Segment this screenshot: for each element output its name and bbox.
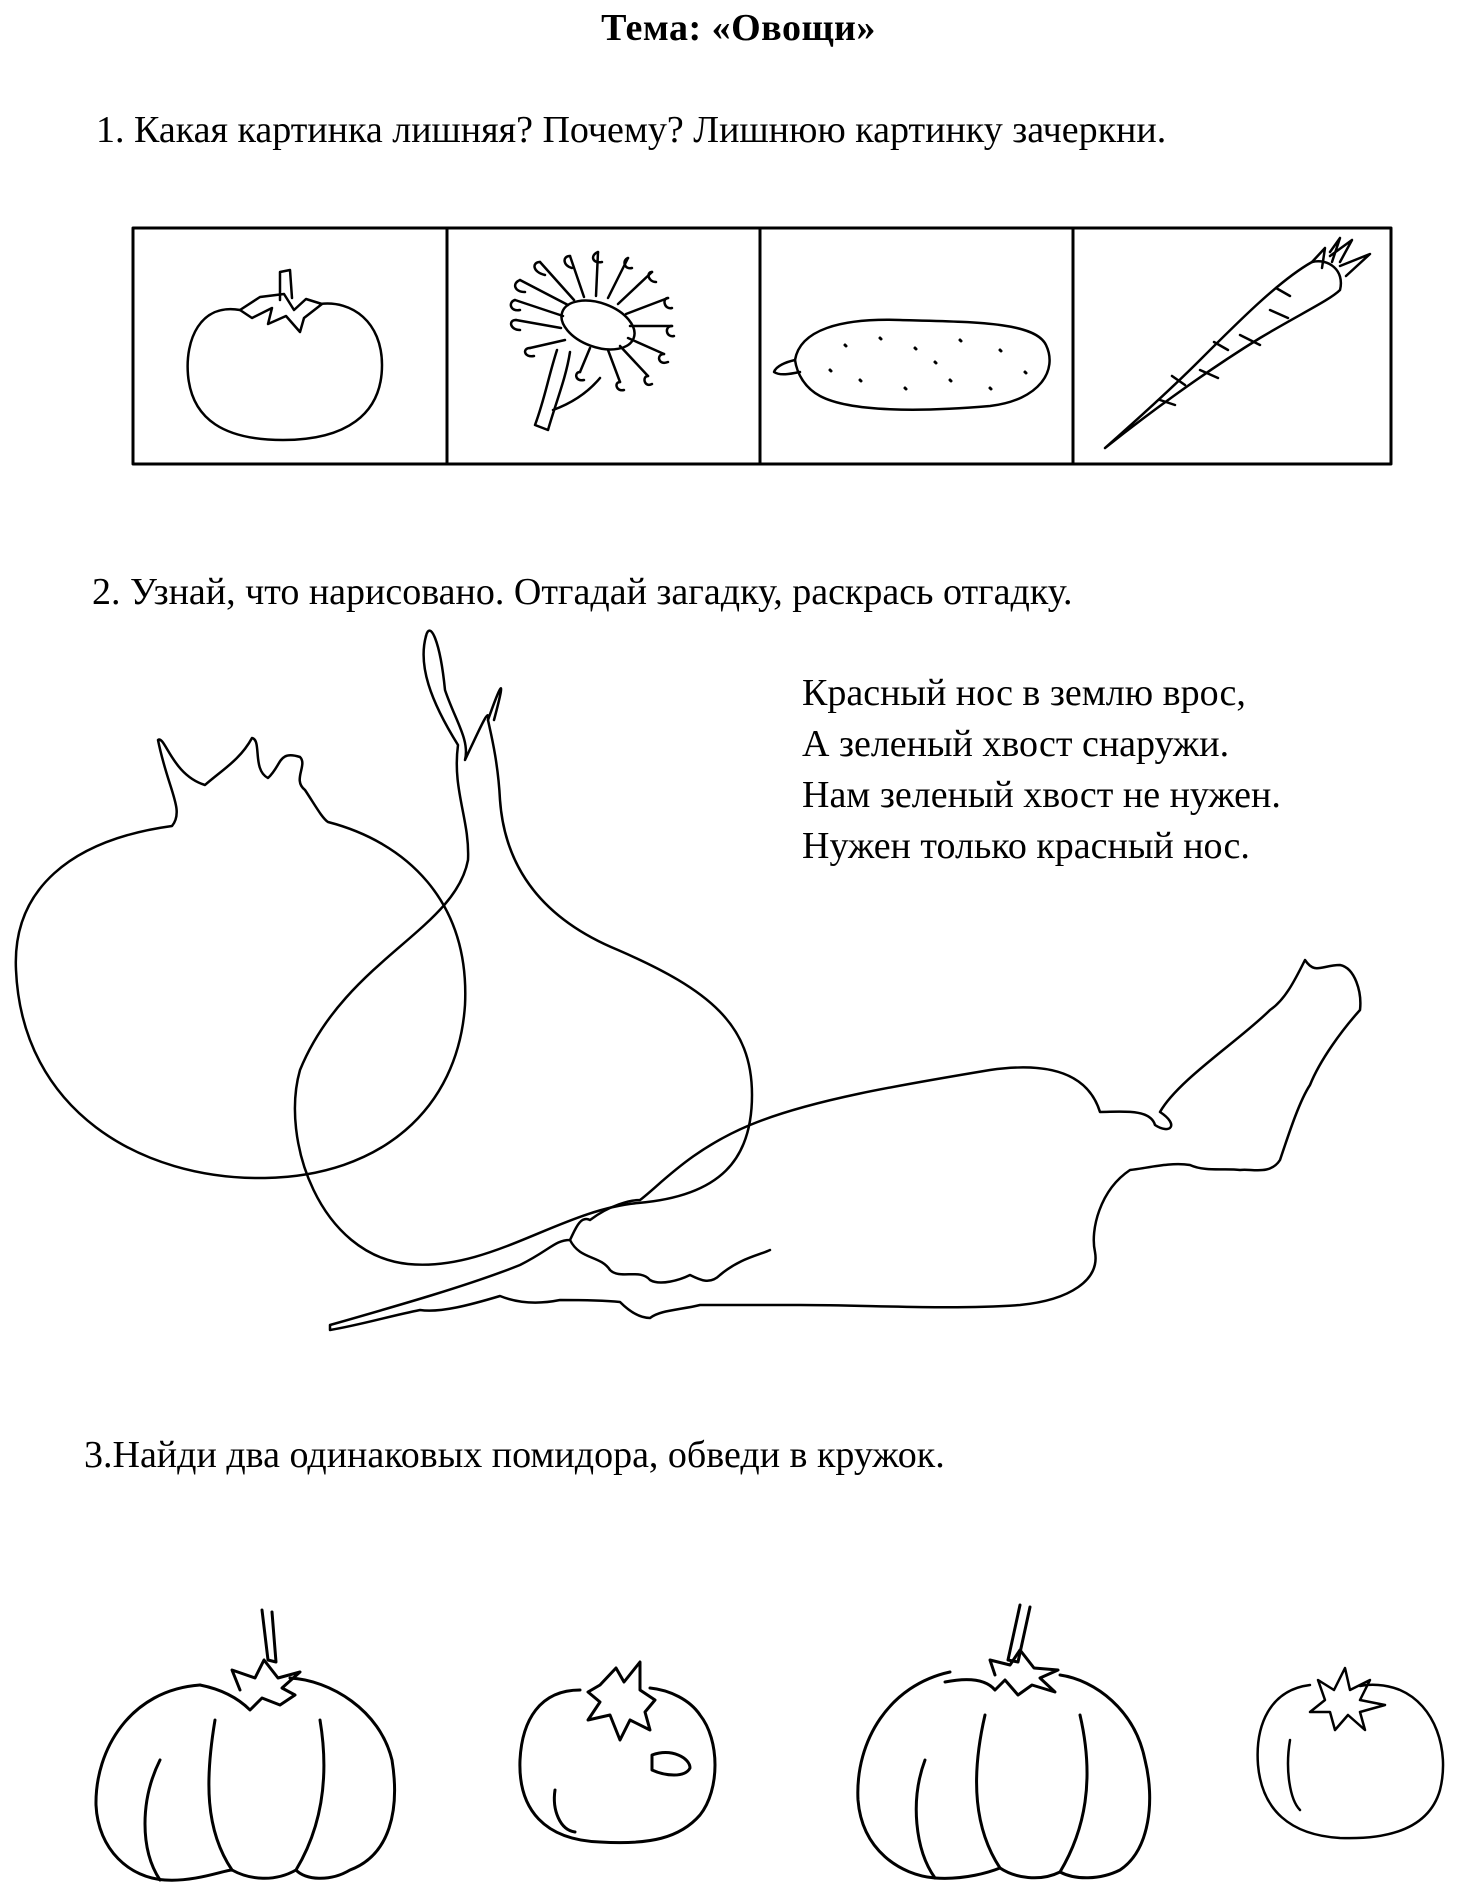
large-ribbed-tomato-2: [858, 1605, 1150, 1878]
riddle-line-4: Нужен только красный нос.: [802, 825, 1250, 867]
tomato-outline: [16, 738, 465, 1178]
riddle-line-3: Нам зеленый хвост не нужен.: [802, 774, 1281, 816]
task1-instruction: 1. Какая картинка лишняя? Почему? Лишнюю картинку зачеркни.: [96, 109, 1167, 151]
small-tomato-2: [1258, 1668, 1443, 1838]
carrot-outline: [330, 960, 1360, 1330]
task3-instruction: 3.Найди два одинаковых помидора, обведи в кружок.: [84, 1434, 945, 1476]
page-title: Тема: «Овощи»: [601, 7, 876, 49]
task1-picture-strip: [133, 228, 1391, 464]
riddle-line-2: А зеленый хвост снаружи.: [802, 723, 1230, 765]
carrot-icon: [1105, 238, 1370, 448]
tomato-icon: [188, 270, 382, 440]
task2-instruction: 2. Узнай, что нарисовано. Отгадай загадку, раскрась отгадку.: [92, 571, 1073, 613]
onion-outline: [295, 631, 752, 1265]
daisy-flower-icon: [511, 252, 674, 430]
riddle-line-1: Красный нос в землю врос,: [802, 672, 1246, 714]
cucumber-icon: [774, 320, 1050, 410]
small-tomato-1: [520, 1662, 715, 1843]
large-ribbed-tomato-1: [96, 1610, 395, 1880]
